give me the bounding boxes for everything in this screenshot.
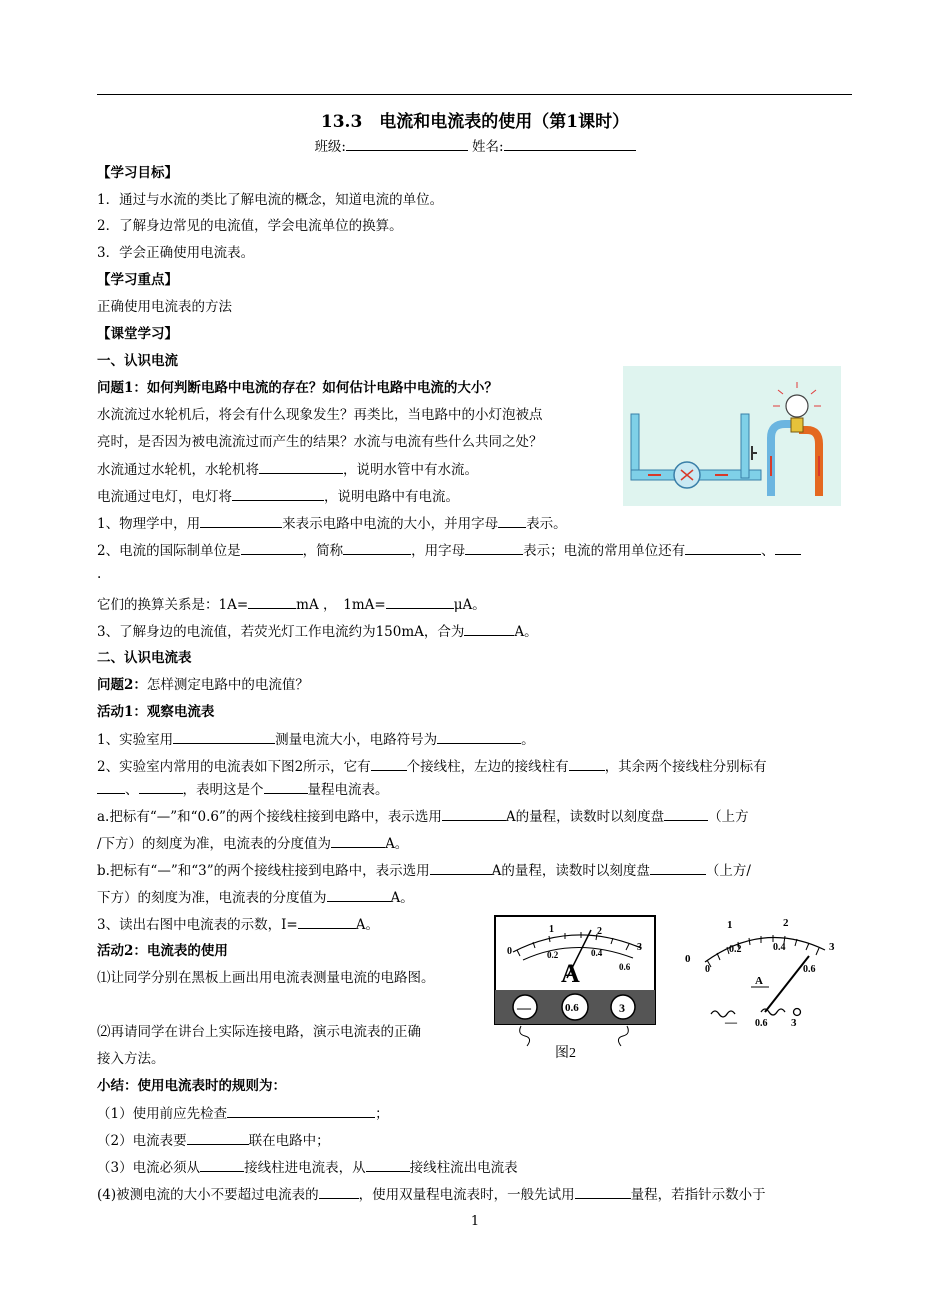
paragraph: ⑵再请同学在讲台上实际连接电路，演示电流表的正确 (97, 1024, 421, 1040)
diagram-top-2: 2 (783, 917, 789, 929)
goal-item: 3．学会正确使用电流表。 (97, 245, 255, 261)
text: 、 (761, 543, 775, 559)
text: 3、读出右图中电流表的示数，I= (97, 917, 298, 933)
text: （2）电流表要 (97, 1133, 187, 1149)
section-key: 【学习重点】 (97, 272, 178, 288)
section-goals: 【学习目标】 (97, 165, 178, 181)
text: 怎样测定电路中的电流值？ (146, 677, 309, 693)
fill-line (97, 459, 478, 480)
text: 问题2： (97, 677, 147, 693)
text: A。 (390, 890, 414, 906)
text: 个接线柱，左边的接线柱有 (406, 759, 569, 775)
paragraph: 水流流过水轮机后，将会有什么现象发生？再类比，当电路中的小灯泡被点 (97, 407, 543, 423)
text: 表示；电流的常用单位还有 (523, 543, 686, 559)
blank[interactable] (319, 1184, 359, 1199)
blank[interactable] (241, 540, 303, 555)
ammeter-diagram (685, 917, 835, 1029)
rule-item (97, 1130, 330, 1151)
blank[interactable] (200, 513, 282, 528)
goal-item: 2．了解身边常见的电流值，学会电流单位的换算。 (97, 218, 403, 234)
blank[interactable] (248, 594, 296, 609)
blank[interactable] (200, 1157, 244, 1172)
fill-line (97, 887, 414, 908)
goal-item: 1．通过与水流的类比了解电流的概念，知道电流的单位。 (97, 192, 444, 208)
terminal-0-6: 0.6 (565, 1002, 579, 1014)
text: ，其余两个接线柱分别标有 (604, 759, 767, 775)
text: 2、电流的国际制单位是 (97, 543, 241, 559)
text: 表示。 (526, 516, 567, 532)
diagram-top-3: 3 (829, 941, 835, 953)
fill-line (97, 540, 801, 561)
blank[interactable] (227, 1103, 375, 1118)
blank[interactable] (569, 756, 605, 771)
text: 来表示电路中电流的大小，并用字母 (282, 516, 499, 532)
text: ，表明这是个 (182, 782, 264, 798)
text: 2、实验室内常用的电流表如下图2所示，它有 (97, 759, 371, 775)
class-label: 班级: (314, 139, 346, 155)
fill-line (97, 833, 408, 854)
fill-line (97, 756, 767, 777)
blank[interactable] (430, 860, 492, 875)
water-circuit-figure (623, 366, 841, 506)
blank[interactable] (187, 1130, 249, 1145)
period-line: . (97, 566, 102, 582)
text: （3）电流必须从 (97, 1160, 201, 1176)
fill-line (97, 621, 538, 642)
diagram-terminal-0-6: 0.6 (755, 1018, 768, 1029)
student-info (0, 136, 950, 157)
text: ，说明电路中有电流。 (324, 489, 459, 505)
blank[interactable] (366, 1157, 410, 1172)
text: 、 (125, 782, 139, 798)
text: ，用字母 (411, 543, 466, 559)
paragraph: 亮时，是否因为被电流流过而产生的结果？水流与电流有些什么共同之处？ (97, 434, 543, 450)
blank[interactable] (232, 486, 324, 501)
text: ，说明水管中有水流。 (343, 462, 478, 478)
blank[interactable] (343, 540, 411, 555)
fill-line (97, 486, 459, 507)
text: 它们的换算关系是：1A= (97, 597, 249, 613)
diagram-bottom-3: 0.6 (803, 964, 816, 975)
activity-heading: 活动2：电流表的使用 (97, 943, 228, 959)
name-blank[interactable] (504, 136, 636, 151)
fill-line (97, 729, 535, 750)
text: A的量程，读数时以刻度盘 (491, 863, 650, 879)
text: b.把标有“—”和“3”的两个接线柱接到电路中，表示选用 (97, 863, 430, 879)
text: 接线柱流出电流表 (409, 1160, 518, 1176)
figure-caption: 图2 (555, 1046, 576, 1061)
blank[interactable] (437, 729, 521, 744)
blank[interactable] (264, 779, 308, 794)
page-number: 1 (470, 1214, 480, 1229)
fill-line (97, 860, 751, 881)
part-heading: 二、认识电流表 (97, 650, 192, 666)
activity-heading: 活动1：观察电流表 (97, 704, 215, 720)
text: A。 (514, 624, 538, 640)
blank[interactable] (464, 621, 514, 636)
text: ，使用双量程电流表时，一般先试用 (358, 1187, 575, 1203)
class-blank[interactable] (346, 136, 468, 151)
summary-heading: 小结：使用电流表时的规则为： (97, 1078, 286, 1094)
text: 量程电流表。 (307, 782, 389, 798)
blank[interactable] (173, 729, 275, 744)
text: 电流通过电灯，电灯将 (97, 489, 232, 505)
text: （上方 (708, 809, 749, 825)
rule-item (97, 1184, 766, 1205)
text: 水流通过水轮机，水轮机将 (97, 462, 259, 478)
key-item: 正确使用电流表的方法 (97, 299, 232, 315)
text: 3、了解身边的电流值，若荧光灯工作电流约为150mA，合为 (97, 624, 465, 640)
text: μA。 (453, 597, 486, 613)
text: (4)被测电流的大小不要超过电流表的 (97, 1187, 319, 1203)
meter-symbol: A (561, 959, 580, 988)
text: 下方）的刻度为准，电流表的分度值为 (97, 890, 327, 906)
text: 。 (521, 732, 535, 748)
blank[interactable] (650, 860, 706, 875)
question-2 (97, 675, 309, 695)
page-title: 13.3 电流和电流表的使用（第1课时） (320, 112, 630, 132)
text: 联在电路中； (248, 1133, 330, 1149)
diagram-bottom-1: 0.2 (729, 944, 742, 955)
text: 接线柱进电流表，从 (244, 1160, 366, 1176)
meter-top-2: 2 (597, 926, 602, 937)
meter-top-0: 0 (507, 946, 512, 957)
blank[interactable] (259, 459, 343, 474)
text: （上方/ (705, 863, 751, 879)
blank[interactable] (386, 594, 454, 609)
blank[interactable] (331, 833, 385, 848)
meter-bottom-1: 0.2 (547, 950, 559, 960)
blank[interactable] (327, 887, 391, 902)
meter-top-3: 3 (637, 942, 642, 953)
fill-line (97, 513, 567, 534)
blank[interactable] (298, 914, 356, 929)
header-rule (97, 94, 852, 95)
terminal-minus: — (517, 1001, 531, 1016)
meter-top-1: 1 (549, 924, 554, 935)
diagram-top-0: 0 (685, 953, 691, 965)
diagram-terminal-minus: — (725, 1015, 737, 1029)
paragraph: 接入方法。 (97, 1051, 165, 1067)
meter-bottom-2: 0.4 (591, 948, 603, 958)
text: a.把标有“—”和“0.6”的两个接线柱接到电路中，表示选用 (97, 809, 442, 825)
ammeter-photo (495, 916, 655, 1046)
blank[interactable] (575, 1184, 631, 1199)
blank[interactable] (139, 779, 183, 794)
text: 1、物理学中，用 (97, 516, 201, 532)
diagram-bottom-2: 0.4 (773, 942, 786, 953)
blank[interactable] (465, 540, 523, 555)
part-heading: 一、认识电流 (97, 353, 178, 369)
blank[interactable] (775, 540, 801, 555)
meter-bottom-3: 0.6 (619, 962, 631, 972)
diagram-top-1: 1 (727, 919, 733, 931)
blank[interactable] (371, 756, 407, 771)
diagram-symbol: A (755, 975, 763, 987)
diagram-bottom-0: 0 (705, 964, 710, 975)
text: 1、实验室用 (97, 732, 174, 748)
diagram-terminal-3: 3 (791, 1017, 797, 1029)
text: （1）使用前应先检查 (97, 1106, 228, 1122)
rule-item (97, 1157, 518, 1178)
blank[interactable] (664, 806, 708, 821)
text: mA ， 1mA= (296, 597, 386, 613)
text: 量程，若指针示数小于 (630, 1187, 766, 1203)
fill-line (97, 779, 389, 800)
ammeter-figure (493, 914, 863, 1064)
text: 测量电流大小，电路符号为 (275, 732, 438, 748)
blank[interactable] (97, 779, 125, 794)
rule-item (97, 1103, 389, 1124)
name-label: 姓名: (472, 139, 504, 155)
text: A。 (385, 836, 409, 852)
section-class: 【课堂学习】 (97, 326, 178, 342)
text: A。 (355, 917, 379, 933)
text: ，简称 (302, 543, 344, 559)
text: A的量程，读数时以刻度盘 (505, 809, 665, 825)
text: /下方）的刻度为准，电流表的分度值为 (97, 836, 332, 852)
fill-line (97, 806, 749, 827)
question-1: 问题1：如何判断电路中电流的存在？如何估计电路中电流的大小？ (97, 380, 498, 396)
blank[interactable] (498, 513, 526, 528)
fill-line (97, 914, 379, 935)
paragraph: ⑴让同学分别在黑板上画出用电流表测量电流的电路图。 (97, 970, 435, 986)
fill-line (97, 594, 486, 615)
text: ； (375, 1106, 389, 1122)
blank[interactable] (442, 806, 506, 821)
blank[interactable] (685, 540, 761, 555)
terminal-3: 3 (619, 1001, 625, 1015)
